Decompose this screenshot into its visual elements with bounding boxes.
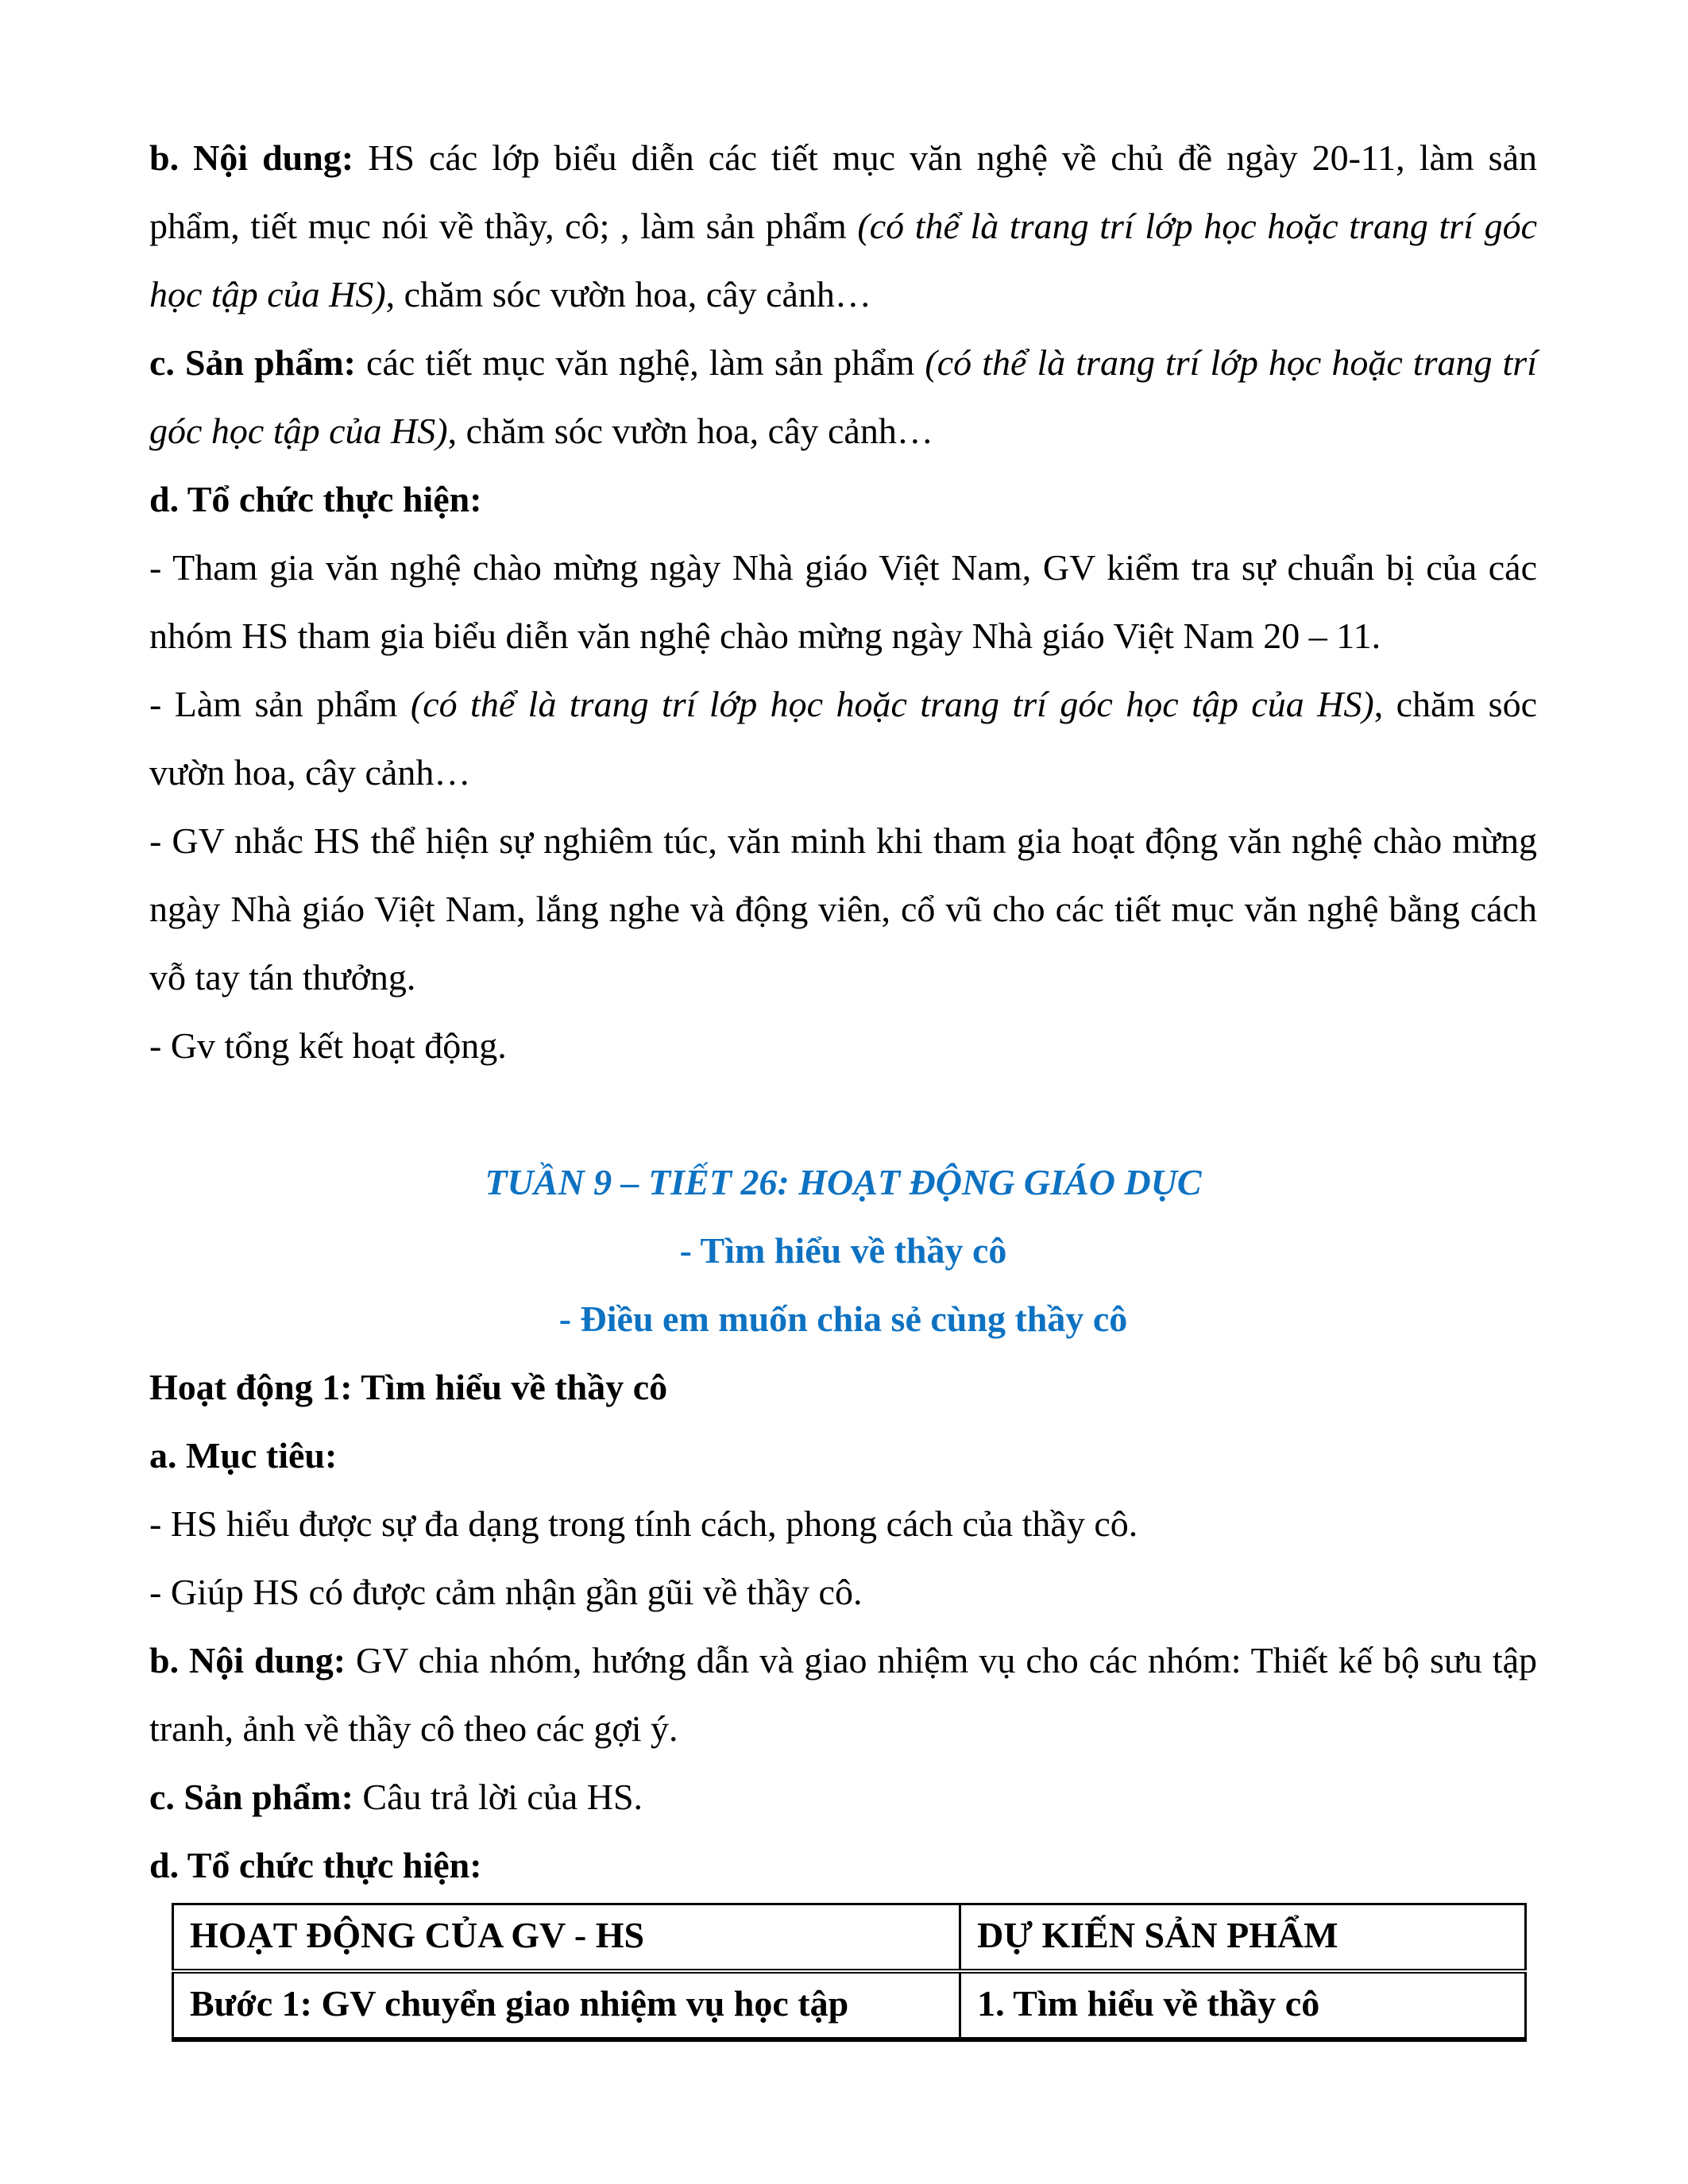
text-run: (có thể là trang trí lớp học hoặc trang trí góc học tập của HS) [410, 684, 1374, 724]
para-hs-hieu [149, 1490, 1537, 1558]
text-run: d. Tổ chức thực hiện: [149, 1845, 482, 1885]
text-run: - Gv tổng kết hoạt động. [149, 1025, 507, 1066]
text-run: b. Nội dung: [149, 1640, 357, 1680]
text-run: c. Sản phẩm: [149, 342, 367, 383]
para-tham-gia [149, 534, 1537, 670]
text-run: - HS hiểu được sự đa dạng trong tính cách, phong cách của thầy cô. [149, 1503, 1138, 1544]
table-cell-find-out: 1. Tìm hiểu về thầy cô [960, 1971, 1526, 2039]
para-noi-dung-2 [149, 1626, 1537, 1763]
text-run: - Làm sản phẩm [149, 684, 411, 724]
text-run: (có thể là trang trí lớp học hoặc trang trí góc học tập của HS) [149, 342, 1537, 451]
table-header-activity: HOẠT ĐỘNG CỦA GV - HS [173, 1904, 960, 1972]
text-run: d. Tổ chức thực hiện: [149, 479, 482, 519]
table-header-product: DỰ KIẾN SẢN PHẨM [960, 1904, 1526, 1972]
text-run: GV chia nhóm, hướng dẫn và giao nhiệm vụ cho các nhóm: Thiết kế bộ sưu tập tranh, ảnh về thầy cô theo các gợi ý. [149, 1640, 1537, 1749]
text-run: (có thể là trang trí lớp học hoặc trang trí góc học tập của HS) [149, 206, 1537, 314]
heading-tuan-tiet [149, 1148, 1537, 1217]
table-header-row [173, 1904, 1526, 1972]
text-run: b. Nội dung: [149, 137, 369, 178]
text-run: , chăm sóc vườn hoa, cây cảnh… [447, 411, 933, 451]
heading-dieu-em [149, 1285, 1537, 1353]
text-run: Câu trả lời của HS. [362, 1777, 643, 1817]
document-body [149, 124, 1537, 1900]
text-run: TUẦN 9 – TIẾT 26: HOẠT ĐỘNG GIÁO DỤC [485, 1162, 1202, 1202]
para-hoat-dong-1 [149, 1353, 1537, 1422]
text-run: , chăm sóc vườn hoa, cây cảnh… [149, 684, 1538, 793]
text-run: - GV nhắc HS thể hiện sự nghiêm túc, văn minh khi tham gia hoạt động văn nghệ chào mừng ngày Nhà giáo Việt Nam, lắng nghe và động viên, cổ vũ cho các tiết mục văn nghệ bằng cách vỗ tay tán thưởng. [149, 820, 1537, 997]
text-run: c. Sản phẩm: [149, 1777, 363, 1817]
para-gv-nhac [149, 807, 1537, 1012]
text-run: HS các lớp biểu diễn các tiết mục văn nghệ về chủ đề ngày 20-11, làm sản phẩm, tiết mục nói về thầy, cô; , làm sản phẩm [149, 137, 1538, 246]
text-run: , chăm sóc vườn hoa, cây cảnh… [385, 274, 871, 314]
table-row [173, 1971, 1526, 2039]
heading-tim-hieu [149, 1217, 1537, 1285]
text-run: - Tham gia văn nghệ chào mừng ngày Nhà giáo Việt Nam, GV kiểm tra sự chuẩn bị của các nhóm HS tham gia biểu diễn văn nghệ chào mừng ngày Nhà giáo Việt Nam 20 – 11. [149, 547, 1537, 656]
para-muc-tieu [149, 1422, 1537, 1490]
para-to-chuc-1 [149, 465, 1537, 534]
text-run: các tiết mục văn nghệ, làm sản phẩm [366, 342, 925, 383]
para-san-pham-1 [149, 329, 1537, 465]
text-run: Hoạt động 1: Tìm hiểu về thầy cô [149, 1367, 668, 1407]
text-run: - Điều em muốn chia sẻ cùng thầy cô [558, 1298, 1128, 1339]
text-run: a. Mục tiêu: [149, 1435, 338, 1476]
text-run: - Tìm hiểu về thầy cô [679, 1230, 1007, 1271]
para-lam-san-pham [149, 670, 1537, 807]
para-noi-dung-1 [149, 124, 1537, 329]
blank-line [149, 1080, 1537, 1148]
to-chuc-thuc-hien-table [172, 1903, 1527, 2042]
text-run: - Giúp HS có được cảm nhận gần gũi về thầy cô. [149, 1572, 863, 1612]
para-gv-tong-ket [149, 1012, 1537, 1080]
para-to-chuc-2 [149, 1831, 1537, 1900]
table-cell-step1: Bước 1: GV chuyển giao nhiệm vụ học tập [173, 1971, 960, 2039]
para-giup-hs [149, 1558, 1537, 1626]
para-san-pham-2 [149, 1763, 1537, 1831]
